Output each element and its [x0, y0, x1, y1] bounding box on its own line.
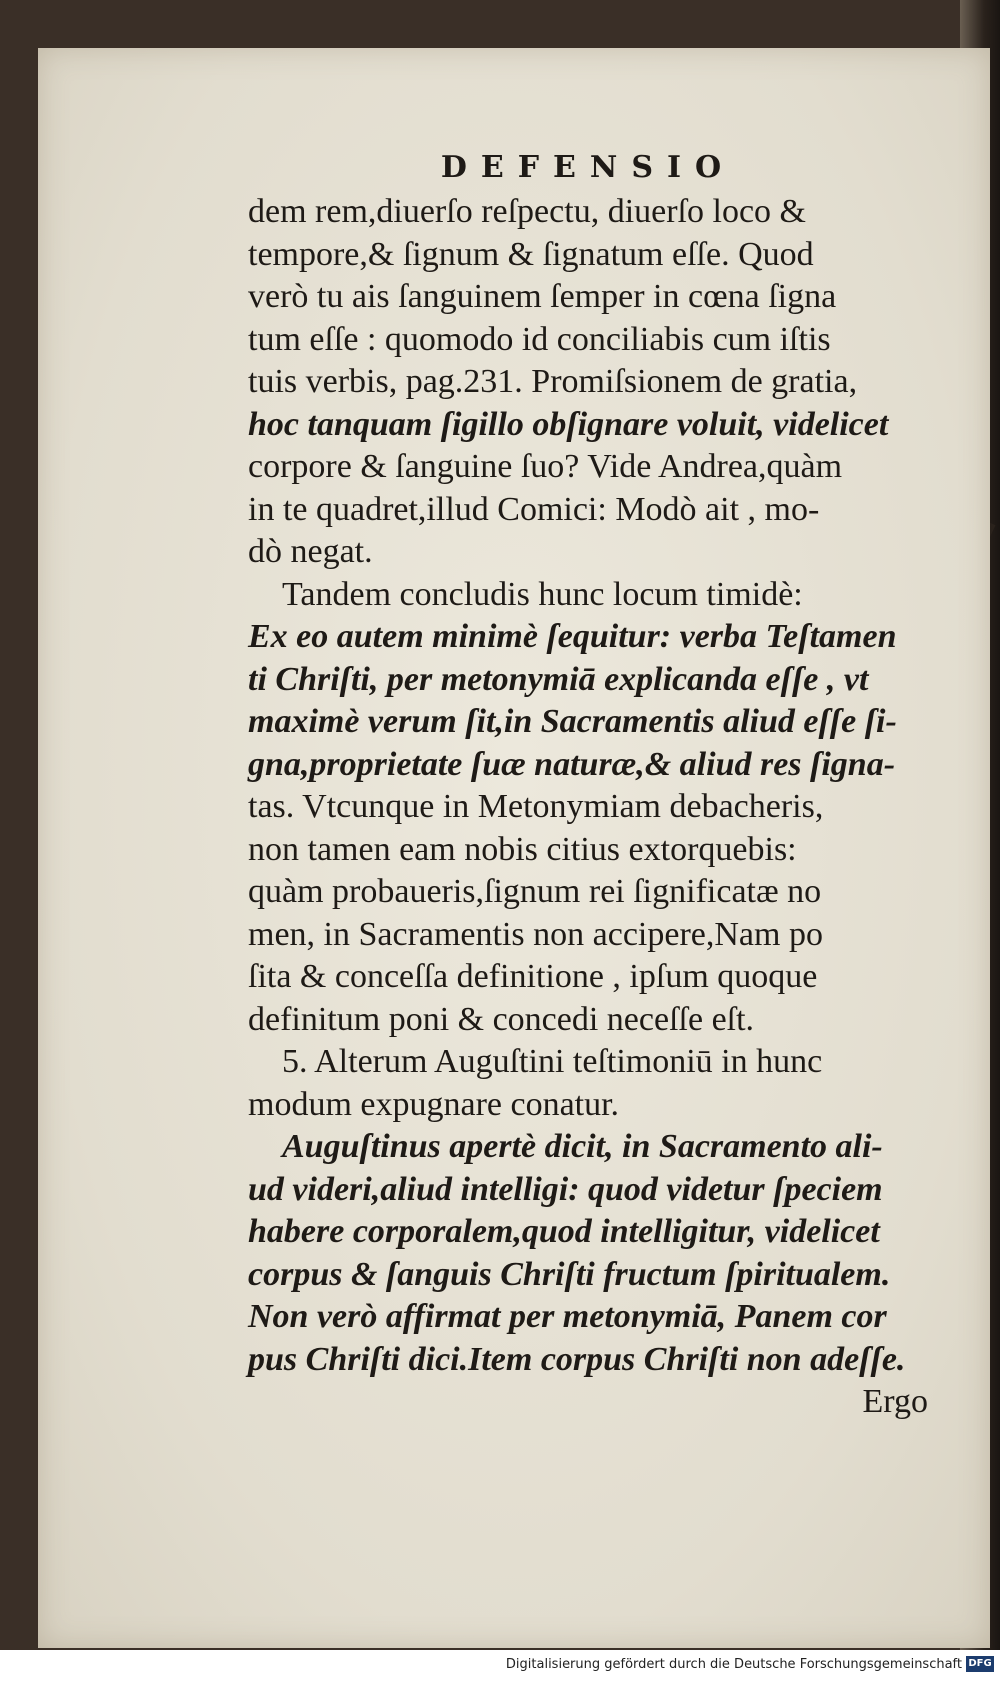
text-line: verò tu ais ſanguinem ſemper in cœna ſigna: [248, 278, 837, 315]
text-line: tuis verbis, pag.231. Promiſsionem de gratia,: [248, 363, 858, 400]
text-line: ſita & conceſſa definitione , ipſum quoque: [248, 958, 818, 995]
text-line: non tamen eam nobis citius extorquebis:: [248, 830, 797, 868]
text-line: Tandem concludis hunc locum timidè:: [282, 575, 803, 613]
running-header: DEFENSIO: [440, 150, 736, 185]
text-line: in te quadret,illud Comici: Modò ait , mo-: [248, 490, 820, 528]
text-line: dò negat.: [248, 533, 373, 570]
digitization-credit: Digitalisierung gefördert durch die Deutsche Forschungsgemeinschaft: [505, 1657, 962, 1672]
text-line: corpore & ſanguine ſuo? Vide Andrea,quàm: [248, 448, 843, 485]
text-line: ti Chriſti, per metonymiā explicanda eſſe , vt: [248, 660, 869, 698]
text-line: ud videri,aliud intelligi: quod videtur ſpeciem: [248, 1170, 883, 1208]
catchword: Ergo: [862, 1383, 928, 1420]
text-line: dem rem,diuerſo reſpectu, diuerſo loco &: [248, 193, 806, 230]
text-line: hoc tanquam ſigillo obſignare voluit, videlicet: [248, 405, 889, 443]
text-lines: [248, 191, 928, 1381]
text-line: 5. Alterum Auguſtini teſtimoniū in hunc: [282, 1043, 823, 1080]
page-text: [248, 150, 928, 1424]
dfg-logo: DFG: [966, 1656, 994, 1672]
text-line: tas. Vtcunque in Metonymiam debacheris,: [248, 788, 824, 825]
text-line: tempore,& ſignum & ſignatum eſſe. Quod: [248, 235, 814, 273]
text-line: quàm probaueris,ſignum rei ſignificatæ no: [248, 873, 822, 910]
text-line: maximè verum ſit,in Sacramentis aliud eſſe ſi-: [248, 703, 897, 740]
text-line: Ex eo autem minimè ſequitur: verba Teſtamen: [248, 618, 897, 655]
text-line: definitum poni & concedi neceſſe eſt.: [248, 1000, 755, 1038]
text-line: Non verò affirmat per metonymiā, Panem cor: [248, 1298, 887, 1335]
text-line: tum eſſe : quomodo id conciliabis cum iſtis: [248, 320, 831, 358]
text-line: habere corporalem,quod intelligitur, videlicet: [248, 1213, 880, 1250]
text-line: corpus & ſanguis Chriſti fructum ſpiritualem.: [248, 1255, 891, 1293]
text-line: Auguſtinus apertè dicit, in Sacramento ali-: [282, 1128, 883, 1165]
text-line: men, in Sacramentis non accipere,Nam po: [248, 915, 823, 953]
text-line: modum expugnare conatur.: [248, 1085, 620, 1123]
text-line: pus Chriſti dici.Item corpus Chriſti non adeſſe.: [248, 1340, 906, 1378]
text-line: gna,proprietate ſuæ naturæ,& aliud res ſigna-: [248, 745, 896, 783]
